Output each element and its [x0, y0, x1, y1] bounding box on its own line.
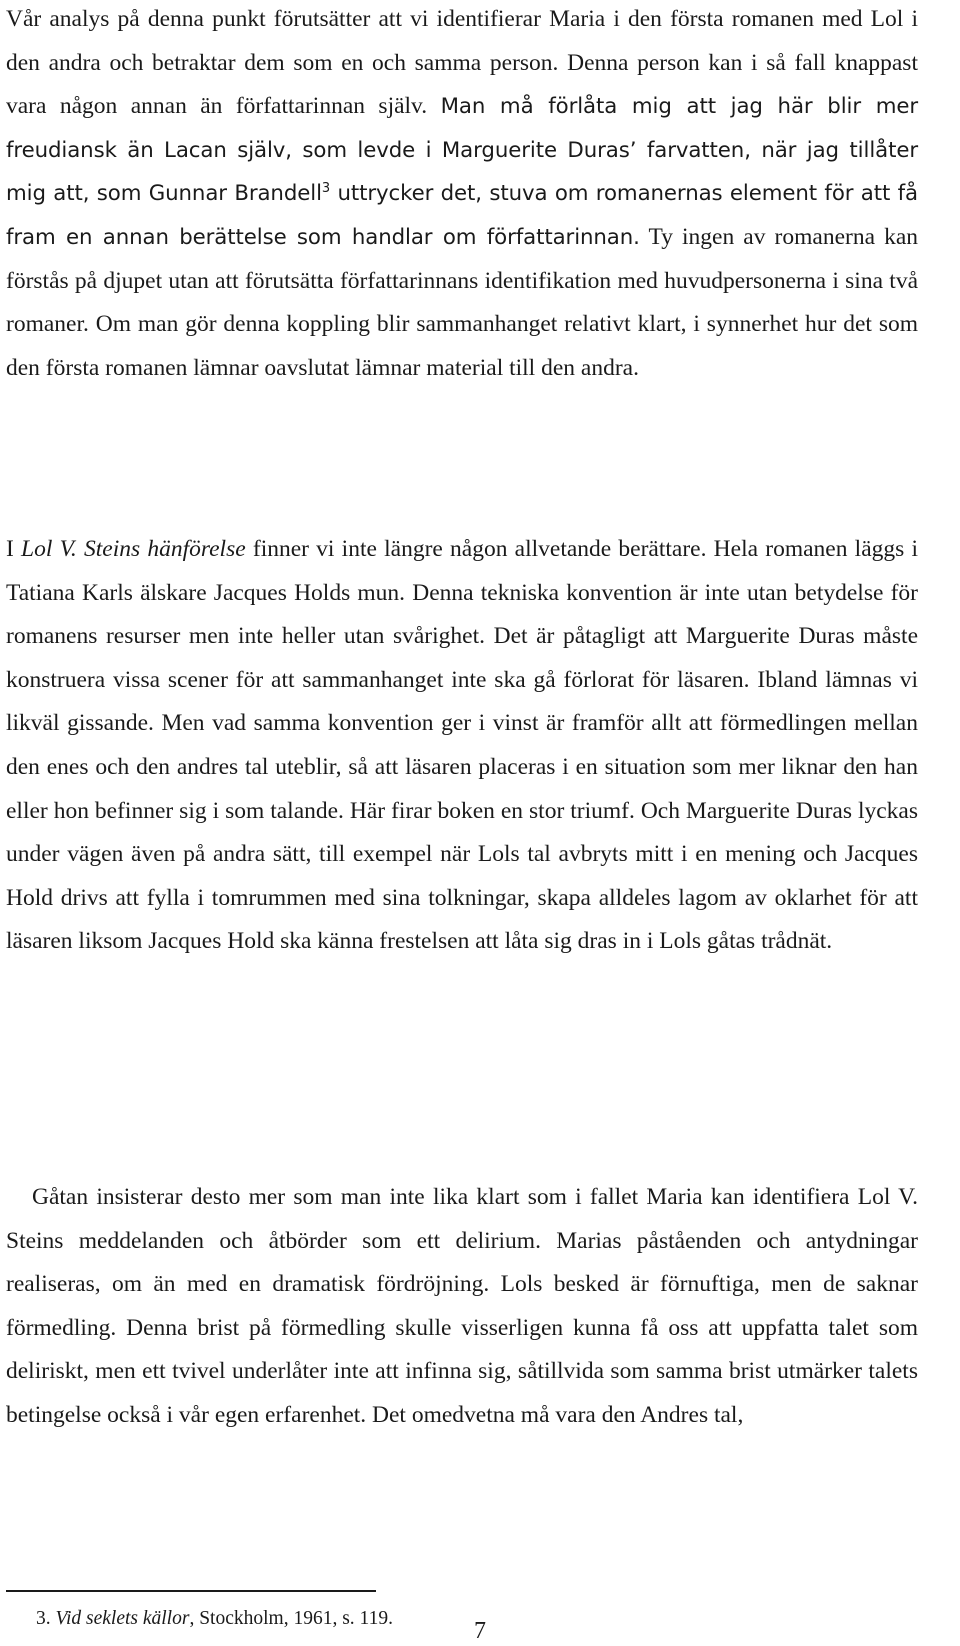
footnote-work-title: Vid seklets källor	[55, 1608, 190, 1629]
footnote-separator	[6, 1590, 376, 1592]
footnote-details: , Stockholm, 1961, s. 119.	[189, 1608, 393, 1629]
footnote-reference: 3	[321, 181, 331, 197]
paragraph-1	[6, 0, 918, 390]
page-number: 7	[474, 1618, 486, 1644]
paragraph-1-sentence-1: Vår analys på denna punkt förutsätter att vi identifierar Maria i den första romanen med Lol i den andra och betraktar dem som en och samma person. Denna person kan i så fall knappast vara någon annan än författarinnan själv.	[6, 6, 918, 120]
paragraph-1-sentence-3: Ty ingen av romanerna kan förstås på djupet utan att förutsätta författarinnans identifikation med huvudpersonerna i sina två romaner. Om man gör denna koppling blir sammanhanget relativt klart, i synnerhet hur det som den första romanen lämnar oavslutat lämnar material till den andra.	[6, 223, 919, 381]
footnote-number: 3.	[36, 1608, 51, 1629]
paragraph-2: I Lol V. Steins hänförelse finner vi inte längre någon allvetande berättare. Hela romanen läggs i Tatiana Karls älskare Jacques Holds mun. Denna tekniska konvention är inte utan betydelse för romanens resurser men inte heller utan svårighet. Det är påtagligt att Marguerite Duras måste konstruera vissa scener för att sammanhanget inte ska gå förlorat för läsaren. Ibland lämnas vi likväl gissande. Men vad samma konvention ger i vinst är framför allt att förmedlingen mellan den enes och den andres tal uteblir, så att läsaren placeras i en situation som mer liknar den han eller hon befinner sig i som talande. Här firar boken en stor triumf. Och Marguerite Duras lyckas under vägen även på andra sätt, till exempel när Lols tal avbryts mitt i en mening och Jacques Hold drivs att fylla i tomrummen med sina tolkningar, skapa alldeles lagom av oklarhet för att läsaren liksom Jacques Hold ska känna frestelsen att låta sig dras in i Lols gåtas trådnät.	[6, 536, 918, 955]
paragraph-3: Gåtan insisterar desto mer som man inte lika klart som i fallet Maria kan identifiera Lol V. Steins meddelanden och åtbörder som ett delirium. Marias påståenden och antydningar realiseras, om än med en dramatisk fördröjning. Lols besked är förnuftiga, men de saknar förmedling. Denna brist på förmedling skulle visserligen kunna få oss att uppfatta talet som deliriskt, men ett tvivel underlåter inte att infinna sig, såtillvida som samma brist utmärker talets betingelse också i vår egen erfarenhet. Det omedvetna må vara den Andres tal,	[6, 1184, 918, 1428]
paragraph-1-freud-passage: Man må förlåta mig att jag här blir mer freudiansk än Lacan själv, som levde i Marguerite Duras’ farvatten, när jag tillåter mig att, som Gunnar Brandell$^3$ uttrycker det, stuva om romanernas element för att få fram en annan berättelse som handlar om författarinnan.	[6, 94, 918, 250]
book-title: Lol V. Steins hänförelse	[21, 536, 246, 562]
